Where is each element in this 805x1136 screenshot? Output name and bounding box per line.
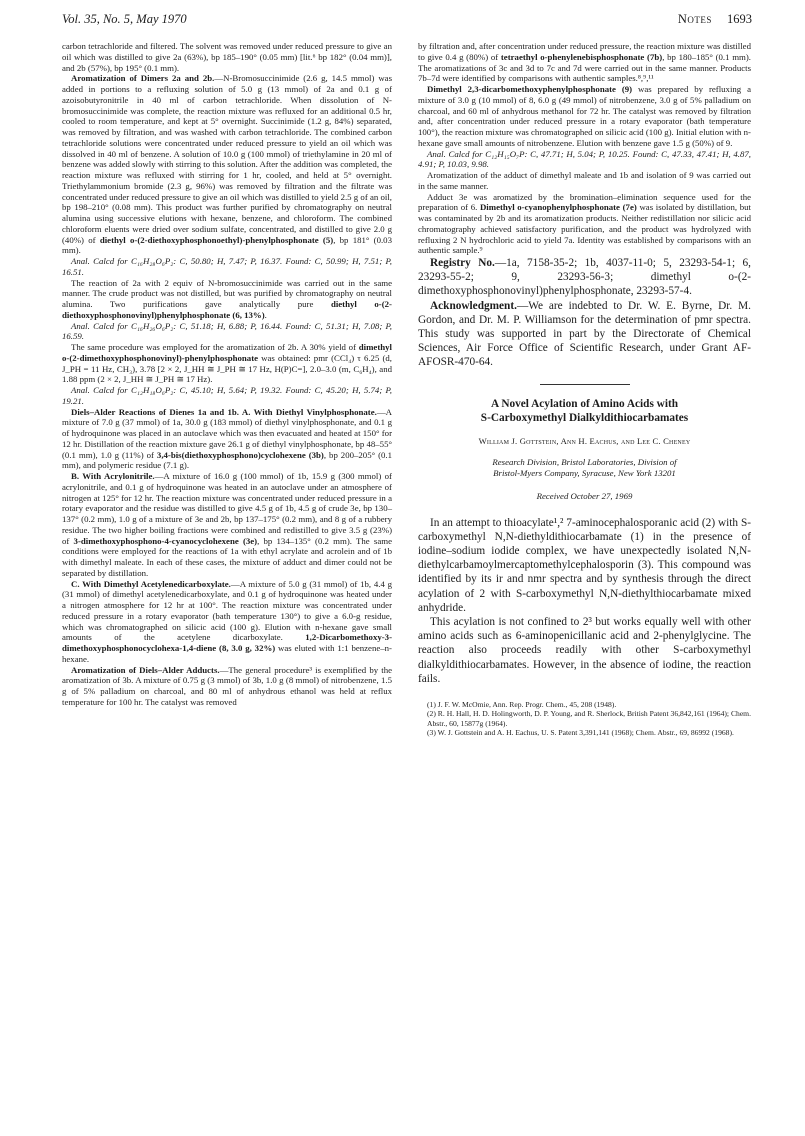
compound-name: Dimethyl o-cyanophenylphosphonate (7e) <box>479 202 637 213</box>
analysis-line: Anal. Calcd for C₁₂H₁₈O₆P₂: C, 45.10; H, 5.64; P, 19.32. Found: C, 45.20; H, 5.74; P, 19.21. <box>62 385 392 406</box>
analysis-line: Anal. Calcd for C₁₂H₁₅O₇P: C, 47.71; H, 5.04; P, 10.25. Found: C, 47.33, 47.41; H, 4.87, 4.91; P, 10.03, 9.98. <box>418 148 751 170</box>
footnote: (2) R. H. Hall, H. D. Holingworth, D. P. Young, and R. Sherlock, British Patent 36,842,161 (1964); Chem. Abstr., 60, 15877g (1964). <box>427 709 751 728</box>
article-authors: William J. Gottstein, Ann H. Eachus, and Lee C. Cheney <box>478 435 691 446</box>
paragraph-heading: Aromatization of Dimers 2a and 2b. <box>71 73 215 84</box>
paragraph: carbon tetrachloride and filtered. The solvent was removed under reduced pressure to give an oil which was distilled to give 2a (63%), bp 185–190° (0.05 mm) [lit.⁶ bp 182° (0.04 mm)], and 2b (57%), bp 195° (0.1 mm). <box>62 41 392 73</box>
end-matter <box>418 256 751 370</box>
footnote: (1) J. F. W. McOmie, Ann. Rep. Progr. Chem., 45, 208 (1948). <box>427 700 617 710</box>
paragraph-heading: Aromatization of Diels–Alder Adducts. <box>71 664 220 675</box>
paragraph: The reaction of 2a with 2 equiv of N-bromosuccinimide was carried out in the same manner. The crude product was not distilled, but was purified by chromatography on neutral alumina. Two purifications gave analytically pure diethyl o-(2-diethoxyphosphonovinyl)phenylphosphonate (6, 13%). <box>62 277 392 320</box>
compound-name: 3,4-bis(diethoxyphosphono)cyclohexene (3b) <box>156 449 324 460</box>
paragraph: B. With Acrylonitrile.—A mixture of 16.0 g (100 mmol) of 1b, 15.9 g (300 mmol) of acrylonitrile, and 0.1 g of hydroquinone was heated in an autoclave under an atmosphere of nitrogen at 125° for 12 hr. The reaction mixture was concentrated under reduced pressure in a rotary evaporator and the residue was distilled to give 4.5 g of 1b, 4.5 g of crude 3e, bp 130–137° (0.2 mm), 1.0 g of a mixture of 3e and 2b, bp 137–175° (0.2 mm), and 8 g of a rubbery residue. The two higher boiling fractions were combined and redistilled to give 3.5 g (23%) of 3-dimethoxyphosphono-4-cyanocyclohexene (3e), bp 134–135° (0.2 mm). The same conditions were employed for the reactions of 1a with ethyl acrylate and acrolein and of 1b with dimethyl maleate. In each of these cases, the mixture of adduct and dimer could not be separated by distillation. <box>62 471 392 578</box>
acknowledgment-heading: Acknowledgment. <box>430 299 517 312</box>
article-title: A Novel Acylation of Amino Acids with S-Carboxymethyl Dialkyldithiocarbamates <box>480 397 689 425</box>
paragraph: Aromatization of the adduct of dimethyl maleate and 1b and isolation of 9 was carried out in the same manner. <box>418 170 751 191</box>
journal-volume-line: Vol. 35, No. 5, May 1970 <box>62 12 187 26</box>
paragraph: This acylation is not confined to 2³ but works equally well with other amino acids such as 6-aminopenicillanic acid and 2-phenylglycine. The reaction also proceeds readily with other S-carboxymethyl dialkyldithiocarbamates. However, in the absence of iodine, the reaction fails. <box>418 616 751 685</box>
paragraph: Dimethyl 2,3-dicarbomethoxyphenylphosphonate (9) was prepared by refluxing a mixture of 3.0 g (10 mmol) of 8, 6.0 g (49 mmol) of nitrobenzene, 3.0 g of 5% palladium on charcoal, and 60 ml of anhydrous methanol for 72 hr. The catalyst was removed by filtration and, after concentration under reduced pressure in a rotary evaporator (bath temperature 100°), the reaction mixture was chromatographed on silicic acid (100 g). Initial elution with n-hexane gave small amounts of nitrobenzene. Elution with benzene gave 1.5 g (50%) of 9. <box>418 84 751 148</box>
received-date: Received October 27, 1969 <box>536 490 633 501</box>
left-column <box>62 41 392 708</box>
paragraph: Aromatization of Dimers 2a and 2b.—N-Bromosuccinimide (2.6 g, 14.5 mmol) was added in portions to a refluxing solution of 5.0 g (13 mmol) of 2a and 0.1 g of azoisobutyronitrile in 40 ml of carbon tetrachloride. When dissolution of N-bromosuccinimide was complete, the reaction mixture was refluxed for an additional 0.5 hr, cooled to room temperature, and kept at 5° overnight. Succinimide (1.2 g, 84%) separated, was removed by filtration, and was washed with carbon tetrachloride. The combined carbon tetrachloride solutions were concentrated under reduced pressure to yield an oil which was dissolved in 40 ml of benzene. A solution of 10.0 g (100 mmol) of triethylamine in 20 ml of benzene was added slowly with stirring to this solution. After the addition was completed, the reaction mixture was refluxed with stirring for 1 hr, cooled, and held at 5° overnight. Triethylammonium bromide (2.3 g, 96%) was removed by filtration and the filtrate was concentrated under reduced pressure to give an oil which was distilled to yield 2.5 g of an oil, bp 198–210° (0.08 mm). This product was further purified by chromatography on neutral alumina using successive elutions with hexane, benzene, and chloroform. The combined chloroform eluents were dried over sodium sulfate, concentrated, and distilled to give 2.0 g (40%) of diethyl o-(2-diethoxyphosphonoethyl)-phenylphosphonate (5), bp 181° (0.03 mm). <box>62 73 393 256</box>
compound-name: diethyl o-(2-diethoxyphosphonoethyl)-phenylphosphonate (5) <box>99 234 334 245</box>
registry-numbers: Registry No.—1a, 7158-35-2; 1b, 4037-11-0; 5, 23293-54-1; 6, 23293-55-2; 9, 23293-56-3; dimethyl o-(2-dimethoxyphosphonovinyl)phenylphosphonate, 23293-57-4. <box>418 257 751 298</box>
paragraph-heading: B. With Acrylonitrile. <box>71 471 155 481</box>
header-right <box>678 12 752 27</box>
page-header <box>62 12 752 32</box>
analysis-line: Anal. Calcd for C₁₆H₂₈O₆P₂: C, 50.80; H, 7.47; P, 16.37. Found: C, 50.99; H, 7.51; P, 16.51. <box>62 256 392 277</box>
right-column <box>418 41 751 738</box>
article-body <box>418 516 751 686</box>
compound-name: diethyl o-(2-diethoxyphosphonovinyl)phenylphosphonate (6, 13%) <box>62 299 392 320</box>
compound-name: 3-dimethoxyphosphono-4-cyanocyclohexene (3e) <box>73 535 258 546</box>
compound-name: dimethyl o-(2-dimethoxyphosphonovinyl)-phenylphosphonate <box>62 342 392 363</box>
paragraph: C. With Dimethyl Acetylenedicarboxylate.—A mixture of 5.0 g (31 mmol) of 1b, 4.4 g (31 mmol) of dimethyl acetylenedicarboxylate, and 0.1 g of hydroquinone was heated under a nitrogen atmosphere for 12 hr at 100°. The reaction mixture was concentrated under reduced pressure in a rotary evaporator (bath temperature 130°) to give a 6.0-g residue, which was chromatographed on silicic acid (100 g). Elution with n-hexane gave small amounts of the acetylene dicarboxylate. 1,2-Dicarbomethoxy-3-dimethoxyphosphonocyclohexa-1,4-diene (8, 3.0 g, 32%) was eluted with 1:1 benzene–n-hexane. <box>62 578 392 664</box>
paragraph-heading: C. With Dimethyl Acetylenedicarboxylate. <box>71 578 231 589</box>
paragraph: Diels–Alder Reactions of Dienes 1a and 1b. A. With Diethyl Vinylphosphonate.—A mixture of 7.0 g (37 mmol) of 1a, 30.0 g (183 mmol) of diethyl vinylphosphonate, and 0.1 g of hydroquinone was placed in an autoclave which was then evacuated and heated at 150° for 12 hr. Distillation of the reaction mixture gave 26.1 g of diethyl vinylphosphonate, bp 48–55° (0.1 mm), 1.0 g (11%) of 3,4-bis(diethoxyphosphono)cyclohexene (3b), bp 200–205° (0.1 mm), and polymeric residue (7.1 g). <box>62 406 392 471</box>
paragraph-heading: Diels–Alder Reactions of Dienes 1a and 1b. A. With Diethyl Vinylphosphonate. <box>71 406 377 417</box>
analysis-line: Anal. Calcd for C₁₆H₂₆O₆P₂: C, 51.18; H, 6.88; P, 16.44. Found: C, 51.31; H, 7.08; P, 16.59. <box>62 320 392 342</box>
footnotes <box>418 700 751 738</box>
compound-name: 1,2-Dicarbomethoxy-3-dimethoxyphosphonocyclohexa-1,4-diene (8, 3.0 g, 32%) <box>62 632 392 653</box>
paragraph: Aromatization of Diels–Alder Adducts.—The general procedure³ is exemplified by the aromatization of 3b. A mixture of 0.75 g (3 mmol) of 3b, 1.0 g (8 mmol) of nitrobenzene, 1.5 g of 5% palladium on charcoal, and 80 ml of anhydrous ethanol was held at reflux temperature for 100 hr. The catalyst was removed <box>62 664 392 707</box>
paragraph: In an attempt to thioacylate¹,² 7-aminocephalosporanic acid (2) with S-carboxymethyl N,N-diethyldithiocarbamate (1) in the presence of iodine–sodium iodide complex, we have unexpectedly isolated N,N-diethylcarbamoylmercaptomethylcephalosporin (3). This compound was identified by its ir and nmr spectra and by synthesis through the direct acylation of 2 with S-carboxymethyl N,N-diethylthiocarbamate mixed anhydride. <box>418 516 751 614</box>
author-affiliation: Research Division, Bristol Laboratories, Division of Bristol-Myers Company, Syracuse, New York 13201 <box>492 456 677 478</box>
article-divider <box>540 384 630 385</box>
section-name: Notes <box>677 12 712 26</box>
registry-heading: Registry No. <box>430 257 495 269</box>
experimental-continued <box>418 41 751 256</box>
paragraph-heading: Dimethyl 2,3-dicarbomethoxyphenylphosphonate (9) <box>427 84 633 94</box>
paragraph: by filtration and, after concentration under reduced pressure, the reaction mixture was distilled to give 0.4 g (80%) of tetraethyl o-phenylenebisphosphonate (7b), bp 180–185° (0.1 mm). The aromatizations of 3c and 3d to 7c and 7d were carried out in the same manner. Products 7b–7d were identified by comparisons with authentic samples.⁸,⁹,¹¹ <box>418 41 752 84</box>
footnote: (3) W. J. Gottstein and A. H. Eachus, U. S. Patent 3,391,141 (1968); Chem. Abstr., 69, 86992 (1968). <box>427 728 734 738</box>
paragraph: Adduct 3e was aromatized by the bromination–elimination sequence used for the preparation of 6. Dimethyl o-cyanophenylphosphonate (7e) was isolated by distillation, but was contaminated by 2b and its aromatization products. Neither redistillation nor silicic acid chromatography achieved satisfactory purification, and the product was hydrolyzed with refluxing 2 N hydrochloric acid to yield 7a. Identity was established by comparisons with an authentic sample.⁹ <box>418 191 751 256</box>
compound-name: tetraethyl o-phenylenebisphosphonate (7b) <box>500 51 663 62</box>
acknowledgment: Acknowledgment.—We are indebted to Dr. W. E. Byrne, Dr. M. Gordon, and Dr. M. P. Williamson for the determination of pmr spectra. This study was supported in part by the Directorate of Chemical Sciences, Air Force Office of Scientific Research, under Grant AF-AFOSR-470-64. <box>418 299 751 369</box>
paragraph: The same procedure was employed for the aromatization of 2b. A 30% yield of dimethyl o-(2-dimethoxyphosphonovinyl)-phenylphosphonate was obtained: pmr (CCl₄) τ 6.25 (d, J_PH = 11 Hz, CH₃), 3.78 [2 × 2, J_HH ≅ J_PH ≅ 17 Hz, H(P)C=], 2.0–3.0 (m, C₆H₄), and 1.88 ppm (2 × 2, J_HH ≅ J_PH ≅ 17 Hz). <box>62 342 392 385</box>
page-number: 1693 <box>727 12 752 26</box>
